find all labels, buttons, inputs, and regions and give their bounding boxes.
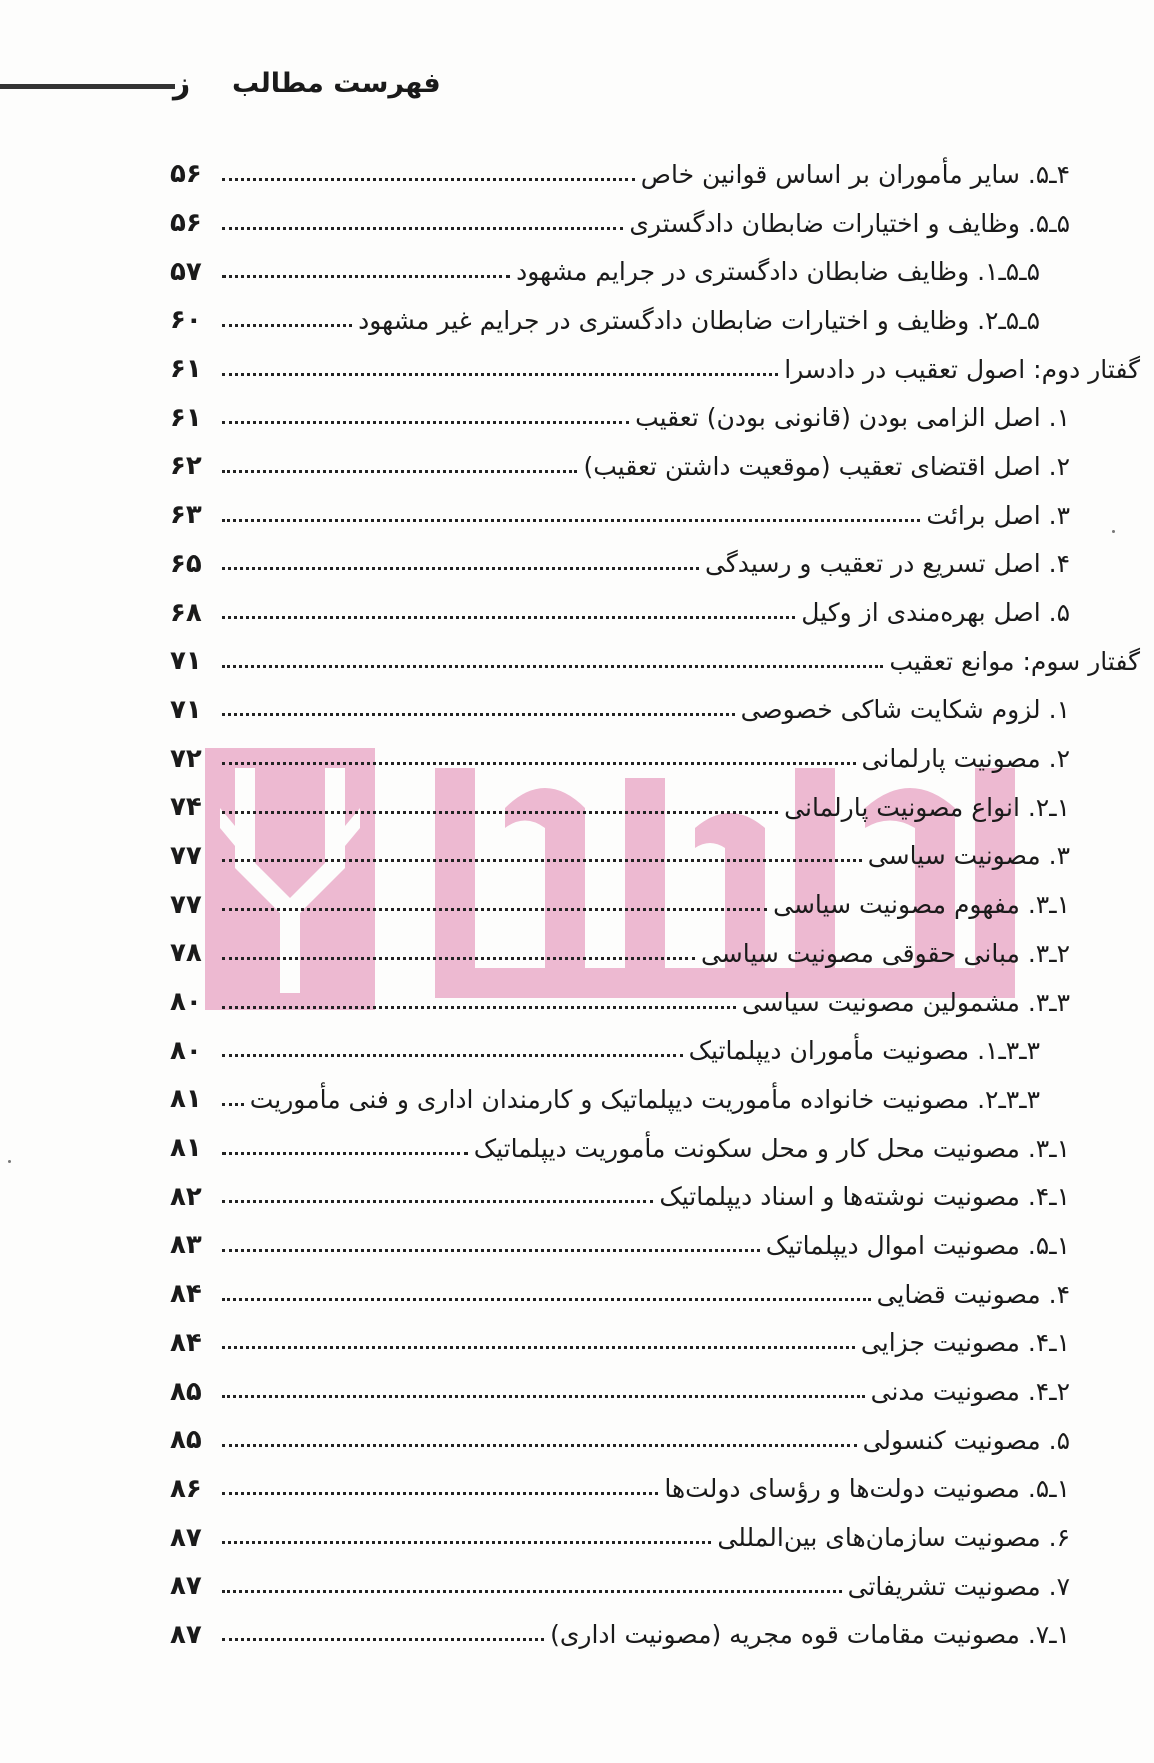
toc-entry	[170, 442, 1070, 491]
toc-entry	[170, 783, 1070, 832]
toc-entry-title: ۱ـ۳. مصونیت محل کار و محل سکونت مأموریت دیپلماتیک	[473, 1133, 1070, 1163]
toc-leader-dots	[222, 908, 767, 911]
toc-entry-title: ۲ـ۳. مبانی حقوقی مصونیت سیاسی	[700, 938, 1070, 968]
toc-leader-dots	[222, 421, 629, 424]
toc-entry-title: گفتار دوم: اصول تعقیب در دادسرا	[784, 354, 1140, 384]
toc-leader-dots	[222, 1492, 658, 1495]
toc-entry-title: ۲. مصونیت پارلمانی	[861, 744, 1070, 774]
toc-page-number: ۸۵	[170, 1425, 202, 1456]
toc-entry	[170, 637, 1140, 686]
toc-page-number: ۷۲	[170, 743, 202, 774]
toc-entry-title: ۵ـ۵ـ۱. وظایف ضابطان دادگستری در جرایم مشهود	[516, 257, 1040, 287]
toc-leader-dots	[222, 1590, 842, 1593]
toc-page-number: ۶۸	[170, 597, 202, 628]
toc-page-number: ۶۳	[170, 500, 202, 531]
toc-entry	[170, 199, 1070, 248]
toc-leader-dots	[222, 470, 577, 473]
scan-speck	[8, 1160, 11, 1163]
toc-entry-title: ۴. مصونیت قضایی	[876, 1279, 1070, 1309]
toc-entry	[170, 1513, 1070, 1562]
toc-leader-dots	[222, 1200, 653, 1203]
toc-entry	[170, 491, 1070, 540]
toc-leader-dots	[222, 227, 623, 230]
scan-speck	[1112, 530, 1115, 533]
toc-page-number: ۸۶	[170, 1473, 202, 1504]
toc-entry	[170, 1465, 1070, 1514]
toc-page-number: ۷۷	[170, 889, 202, 920]
toc-page-number: ۸۰	[170, 1035, 202, 1066]
toc-leader-dots	[222, 1395, 865, 1398]
toc-entry-title: گفتار سوم: موانع تعقیب	[889, 646, 1140, 676]
toc-leader-dots	[222, 1638, 544, 1641]
table-of-contents	[170, 150, 1140, 1659]
toc-page-number: ۸۷	[170, 1571, 202, 1602]
toc-entry-title: ۱ـ۵. مصونیت دولت‌ها و رؤسای دولت‌ها	[664, 1474, 1070, 1504]
toc-page-number: ۷۱	[170, 646, 202, 677]
toc-entry-title: ۱ـ۴. مصونیت نوشته‌ها و اسناد دیپلماتیک	[659, 1182, 1070, 1212]
toc-entry-title: ۳. مصونیت سیاسی	[867, 841, 1070, 871]
toc-entry-title: ۳. اصل برائت	[926, 500, 1070, 530]
toc-entry-title: ۱ـ۷. مصونیت مقامات قوه مجریه (مصونیت اداری)	[550, 1620, 1070, 1650]
toc-entry	[170, 1124, 1070, 1173]
toc-leader-dots	[222, 1298, 871, 1301]
toc-entry-title: ۲ـ۴. مصونیت مدنی	[870, 1377, 1070, 1407]
toc-leader-dots	[222, 859, 862, 862]
toc-entry-title: ۳ـ۳ـ۱. مصونیت مأموران دیپلماتیک	[688, 1036, 1040, 1066]
toc-entry-title: ۱ـ۲. انواع مصونیت پارلمانی	[784, 792, 1070, 822]
toc-leader-dots	[222, 567, 699, 570]
toc-leader-dots	[222, 275, 510, 278]
toc-page-number: ۸۷	[170, 1619, 202, 1650]
toc-leader-dots	[222, 665, 883, 668]
toc-entry-title: ۱. لزوم شکایت شاکی خصوصی	[740, 695, 1070, 725]
toc-entry	[170, 1026, 1070, 1075]
toc-entry-title: ۱. اصل الزامی بودن (قانونی بودن) تعقیب	[635, 403, 1070, 433]
toc-page-number: ۶۱	[170, 402, 202, 433]
toc-leader-dots	[222, 1444, 857, 1447]
toc-page-number: ۶۵	[170, 548, 202, 579]
toc-entry	[170, 734, 1070, 783]
toc-entry-title: ۲. اصل اقتضای تعقیب (موقعیت داشتن تعقیب)	[583, 451, 1070, 481]
toc-entry	[170, 296, 1070, 345]
toc-page-number: ۸۱	[170, 1084, 202, 1115]
toc-entry-title: ۱ـ۴. مصونیت جزایی	[860, 1328, 1070, 1358]
toc-entry-title: ۶. مصونیت سازمان‌های بین‌المللی	[717, 1523, 1070, 1553]
toc-page-number: ۶۱	[170, 354, 202, 385]
toc-page-number: ۸۱	[170, 1133, 202, 1164]
toc-leader-dots	[222, 1054, 683, 1057]
toc-leader-dots	[222, 1249, 760, 1252]
toc-entry-title: ۵. اصل بهره‌مندی از وکیل	[801, 598, 1070, 628]
toc-page-number: ۵۷	[170, 256, 202, 287]
toc-entry-title: ۳ـ۳. مشمولین مصونیت سیاسی	[741, 987, 1070, 1017]
toc-leader-dots	[222, 178, 635, 181]
toc-entry-title: ۴. اصل تسریع در تعقیب و رسیدگی	[705, 549, 1070, 579]
toc-entry	[170, 588, 1070, 637]
header-rule	[0, 84, 175, 89]
toc-entry	[170, 1611, 1070, 1660]
toc-entry	[170, 1172, 1070, 1221]
toc-leader-dots	[222, 373, 778, 376]
toc-entry-title: ۵ـ۵ـ۲. وظایف و اختیارات ضابطان دادگستری در جرایم غیر مشهود	[358, 305, 1040, 335]
toc-leader-dots	[222, 1346, 855, 1349]
toc-entry	[170, 1562, 1070, 1611]
toc-entry	[170, 247, 1070, 296]
toc-entry-title: ۱ـ۳. مفهوم مصونیت سیاسی	[773, 890, 1070, 920]
toc-entry	[170, 686, 1070, 735]
toc-page-number: ۸۵	[170, 1376, 202, 1407]
toc-page-number: ۷۸	[170, 938, 202, 969]
toc-leader-dots	[222, 713, 735, 716]
toc-page-number: ۵۶	[170, 208, 202, 239]
toc-entry-title: ۵. مصونیت کنسولی	[862, 1425, 1070, 1455]
toc-page-number: ۸۴	[170, 1279, 202, 1310]
toc-page-number: ۸۲	[170, 1181, 202, 1212]
toc-entry	[170, 345, 1140, 394]
toc-page-number: ۶۰	[170, 305, 202, 336]
toc-entry-title: ۴ـ۵. سایر مأموران بر اساس قوانین خاص	[640, 159, 1070, 189]
toc-leader-dots	[222, 519, 920, 522]
toc-entry	[170, 1270, 1070, 1319]
toc-leader-dots	[222, 324, 352, 327]
toc-page-number: ۸۴	[170, 1327, 202, 1358]
toc-leader-dots	[222, 1006, 736, 1009]
toc-page-number: ۷۴	[170, 792, 202, 823]
toc-leader-dots	[222, 616, 795, 619]
toc-leader-dots	[222, 762, 856, 765]
toc-entry-title: ۱ـ۵. مصونیت اموال دیپلماتیک	[765, 1230, 1070, 1260]
toc-leader-dots	[222, 1152, 468, 1155]
page-number-letter: ز	[173, 66, 191, 101]
toc-page-number: ۸۳	[170, 1230, 202, 1261]
toc-entry	[170, 832, 1070, 881]
toc-leader-dots	[222, 1541, 711, 1544]
toc-leader-dots	[222, 957, 695, 960]
toc-entry	[170, 1221, 1070, 1270]
toc-page-number: ۷۱	[170, 694, 202, 725]
toc-page-number: ۷۷	[170, 840, 202, 871]
toc-entry	[170, 393, 1070, 442]
toc-entry	[170, 929, 1070, 978]
toc-entry	[170, 540, 1070, 589]
toc-entry	[170, 880, 1070, 929]
toc-page-number: ۵۶	[170, 159, 202, 190]
toc-page-number: ۸۰	[170, 987, 202, 1018]
toc-leader-dots	[222, 811, 778, 814]
toc-entry	[170, 1319, 1070, 1368]
toc-leader-dots	[222, 1103, 244, 1106]
toc-entry	[170, 150, 1070, 199]
toc-entry	[170, 978, 1070, 1027]
toc-entry	[170, 1075, 1070, 1124]
toc-entry-title: ۳ـ۳ـ۲. مصونیت خانواده مأموریت دیپلماتیک و کارمندان اداری و فنی مأموریت	[249, 1084, 1040, 1114]
running-title: فهرست مطالب	[232, 68, 441, 99]
toc-entry	[170, 1416, 1070, 1465]
toc-entry-title: ۷. مصونیت تشریفاتی	[847, 1571, 1070, 1601]
toc-page-number: ۶۲	[170, 451, 202, 482]
toc-page-number: ۸۷	[170, 1522, 202, 1553]
toc-entry	[170, 1367, 1070, 1416]
toc-entry-title: ۵ـ۵. وظایف و اختیارات ضابطان دادگستری	[629, 208, 1070, 238]
